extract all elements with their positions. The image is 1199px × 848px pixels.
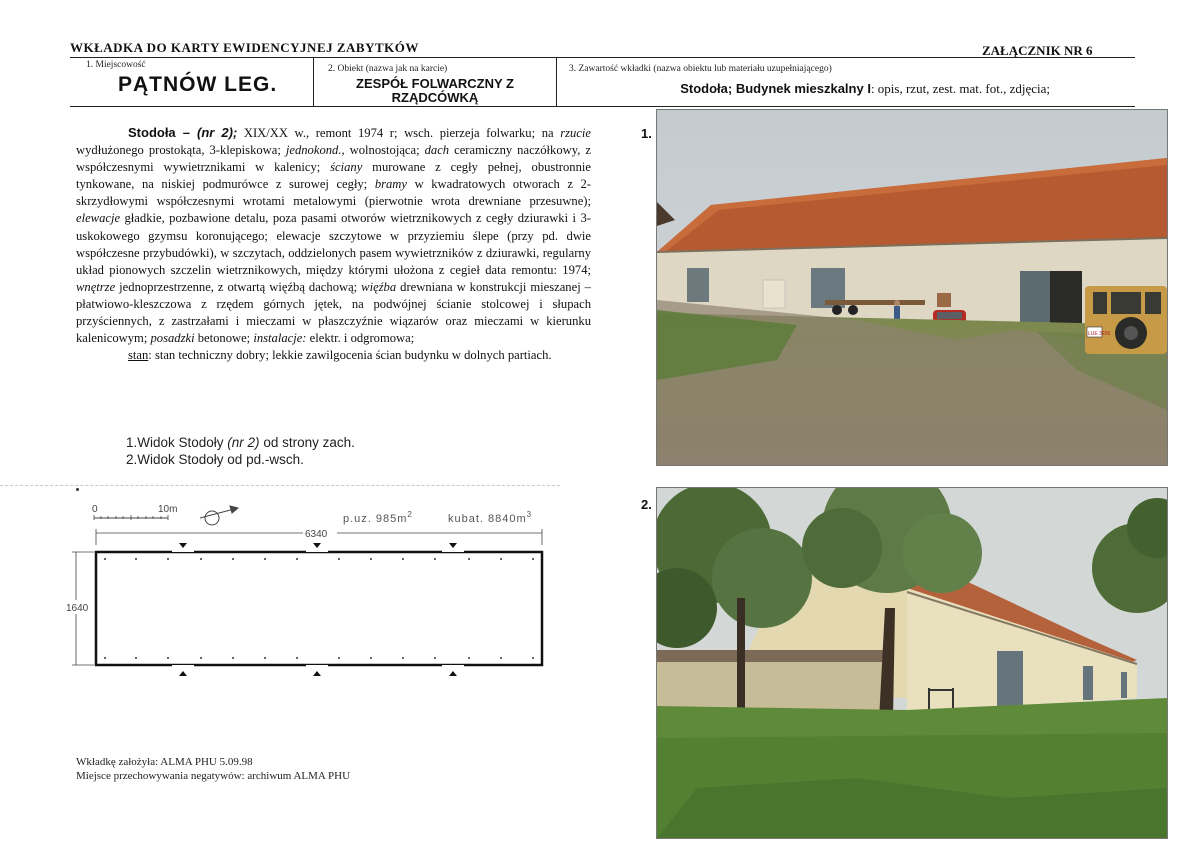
condition-paragraph [76, 347, 591, 364]
contents-value-bold: Stodoła; Budynek mieszkalny I [680, 81, 871, 96]
license-plate: LUE 3206 [1088, 331, 1111, 337]
header-divider-1 [313, 57, 314, 106]
description-segment: więźba [361, 279, 397, 294]
building-outline [96, 552, 542, 665]
field1-label: 1. Miejscowość [86, 60, 146, 70]
description-segment: wnętrze [76, 279, 116, 294]
scale-ten-label: 10m [158, 504, 178, 515]
description-segment: jednoprzestrzenne, z otwartą więźbą dachową; [115, 279, 362, 294]
scale-zero-label: 0 [92, 504, 98, 515]
length-dimension-label: 6340 [305, 529, 328, 540]
description-paragraph [76, 124, 591, 347]
description-segment: elektr. i odgromowa; [306, 331, 415, 346]
north-arrow-icon [200, 506, 238, 525]
footer-archive: Miejsce przechowywania negatywów: archiwum ALMA PHU [76, 770, 351, 782]
usable-area: p.uz. $985m^2$ [343, 510, 413, 525]
description-segment: drewniana w konstrukcji mieszanej – płatwiowo-kleszczowa z rzędem górnych jętek, na podwójnej ścianie stolcowej i słupach przyściennych, z zastrzałami i mieczami w płaszczyźnie wiązarów oraz mieczami w kierunku kalenicowym; [76, 279, 591, 346]
width-dimension-label: 1640 [66, 603, 89, 614]
locality-value: PĄTNÓW LEG. [118, 73, 278, 96]
description-segment: , wolnostojąca; [341, 143, 425, 158]
photo-1-barn-west [656, 109, 1168, 466]
description-segment: ceramiczny naczółkowy, z współczesnymi wywietrznikami w kalenicy; [76, 143, 591, 175]
contents-value-rest: : opis, rzut, zest. mat. fot., zdjęcia; [870, 81, 1050, 96]
field3-label: 3. Zawartość wkładki (nazwa obiektu lub materiału uzupełniającego) [569, 64, 832, 74]
description-segment: gładkie, pozbawione detalu, poza pasami otworów wietrznikowych z cegły dziurawki i 3-uskokowego gzymsu koronującego; elewacje szczytowe w przyziemiu ślepe (przy pd. dwie współczesne przybudówki), w szczytach, oddzielonych pasem wywietrzników z dziurawki, regularny układ pionowych szczelin wietrznikowych, między którymi ułożona z cegieł data remontu: 1974; [76, 211, 591, 277]
barn-description [76, 124, 591, 364]
annex-number: ZAŁĄCZNIK NR 6 [982, 43, 1093, 58]
description-segment: murowane z cegły pełnej, obustronnie tynkowane, na niskiej podmurówce z surowej cegły; [76, 160, 591, 192]
footer-author: Wkładkę założyła: ALMA PHU 5.09.98 [76, 756, 253, 768]
description-segment: (nr 2); [197, 125, 238, 140]
dot-mark [76, 488, 79, 491]
condition-text: : stan techniczny dobry; lekkie zawilgocenia ścian budynku w dolnych partiach. [148, 348, 552, 363]
photo-captions [126, 434, 355, 468]
description-segment: ściany [330, 160, 363, 175]
gate [1020, 271, 1050, 327]
description-segment: XIX/XX w., remont 1974 r; wsch. pierzeja folwarku; na [237, 126, 561, 140]
object-value-line1: ZESPÓŁ FOLWARCZNY Z [356, 76, 514, 91]
description-segment: w kwadratowych otworach z 2-skrzydłowymi współczesnymi wrotami metalowymi (pierwotnie wrota drewniane przesuwne); [76, 177, 591, 209]
gate-markers [172, 543, 464, 676]
contents-value [570, 81, 1050, 97]
caption-1-c: od strony zach. [259, 435, 355, 450]
caption-1-a: 1.Widok Stodoły [126, 435, 228, 450]
description-segment: Stodoła – [128, 125, 198, 140]
field2-label: 2. Obiekt (nazwa jak na karcie) [328, 64, 448, 74]
header-bottom-rule [70, 106, 1135, 107]
caption-2: 2.Widok Stodoły od pd.-wsch. [126, 452, 304, 467]
description-segment: betonowe; [194, 331, 254, 346]
wall-posts [104, 558, 534, 659]
photo-2-barn-southeast [656, 487, 1168, 839]
description-segment: dach [424, 143, 450, 158]
header-top-rule [70, 57, 1135, 58]
caption-1-b: (nr 2) [227, 435, 260, 450]
object-value-line2: RZĄDCÓWKĄ [391, 90, 479, 105]
floor-plan [60, 500, 560, 680]
footer [76, 755, 350, 783]
description-segment: rzucie [560, 126, 591, 140]
description-segment: instalacje: [253, 331, 307, 346]
description-segment: jednokond. [285, 143, 342, 158]
description-segment: wydłużonego prostokąta, 3-klepiskowa; [76, 143, 286, 158]
description-segment: posadzki [150, 331, 195, 346]
caption-1 [126, 434, 355, 451]
gate [997, 651, 1023, 711]
cubature: kubat. $8840m^3$ [448, 510, 533, 525]
separator-line [0, 485, 560, 486]
header-divider-2 [556, 57, 557, 106]
condition-label: stan [128, 348, 149, 363]
description-segment: elewacje [76, 211, 121, 226]
object-value [318, 77, 552, 105]
photo-2-number: 2. [641, 497, 652, 512]
document-title: WKŁADKA DO KARTY EWIDENCYJNEJ ZABYTKÓW [70, 40, 419, 55]
photo-1-number: 1. [641, 126, 652, 141]
description-segment: bramy [374, 177, 407, 192]
door [687, 268, 709, 302]
